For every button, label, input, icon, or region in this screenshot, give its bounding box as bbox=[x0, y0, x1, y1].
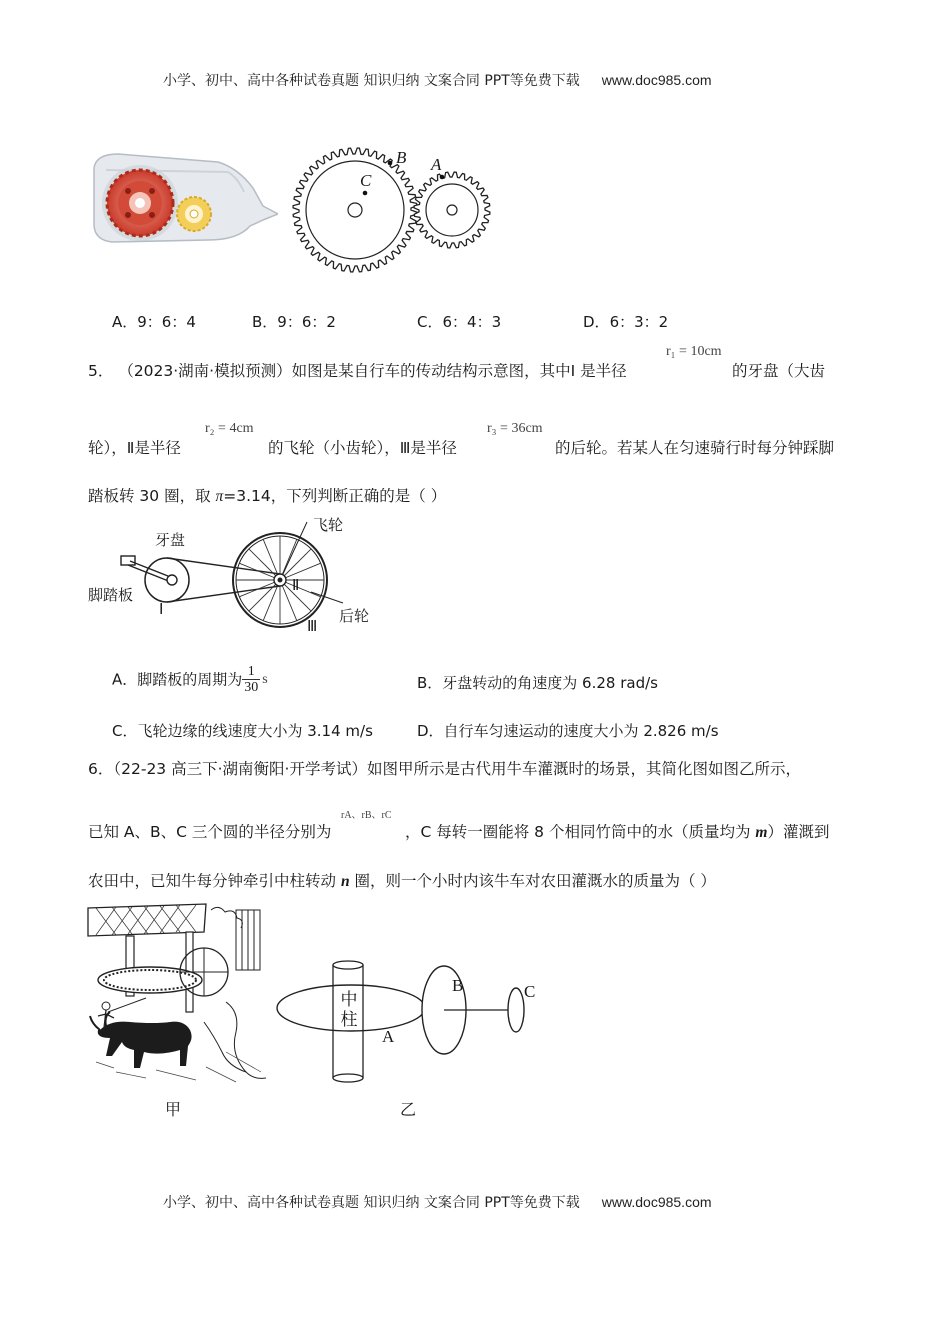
gear-diagram bbox=[290, 140, 495, 280]
q6-line-3 bbox=[88, 869, 716, 891]
footer-text: 小学、初中、高中各种试卷真题 知识归纳 文案合同 PPT等免费下载 bbox=[163, 1195, 580, 1211]
q6-line2-a: 已知 A、B、C 三个圆的半径分别为 bbox=[88, 823, 332, 841]
q4-option-d-letter: D． bbox=[583, 313, 610, 331]
pillar-label: 中柱 bbox=[340, 990, 358, 1029]
gear-point bbox=[440, 175, 445, 180]
q6-line3-a: 农田中，已知牛每分钟牵引中柱转动 bbox=[88, 872, 341, 890]
q5-option-c[interactable]: C．飞轮边缘的线速度大小为 3.14 m/s bbox=[112, 722, 373, 740]
q5-option-a[interactable] bbox=[112, 664, 268, 695]
figure-yi-caption: 乙 bbox=[400, 1100, 417, 1119]
header-text: 小学、初中、高中各种试卷真题 知识归纳 文案合同 PPT等免费下载 bbox=[163, 73, 580, 89]
q4-option-c-letter: C． bbox=[417, 313, 443, 331]
figure-jia-caption: 甲 bbox=[165, 1100, 182, 1119]
q6-line1: （22-23 高三下·湖南衡阳·开学考试）如图甲所示是古代用牛车灌溉时的场景，其简化图如图乙所示， bbox=[113, 760, 801, 778]
q4-option-a-text: 9：6：4 bbox=[137, 313, 196, 331]
q5-option-d[interactable]: D．自行车匀速运动的速度大小为 2.826 m/s bbox=[417, 722, 719, 740]
chainring-label: 牙盘 bbox=[155, 531, 186, 549]
q5-line2-a: 轮），Ⅱ是半径 bbox=[88, 439, 181, 457]
q5-line-1 bbox=[88, 359, 627, 381]
q4-option-d-text: 6：3：2 bbox=[609, 313, 669, 331]
flywheel-roman-label: Ⅱ bbox=[292, 578, 300, 594]
q4-option-b-letter: B． bbox=[252, 313, 278, 331]
q4-option-c-text: 6：4：3 bbox=[442, 313, 502, 331]
pedal-label: 脚踏板 bbox=[88, 586, 134, 604]
q4-option-c[interactable] bbox=[417, 311, 501, 332]
gear-hub bbox=[348, 203, 362, 217]
q5-r3-formula: r₃ = 36cm bbox=[487, 421, 543, 436]
q5-line1-a: 如图是某自行车的传动结构示意图，其中Ⅰ 是半径 bbox=[291, 362, 627, 380]
q6-line-1 bbox=[88, 757, 801, 779]
q5-option-a-unit: s bbox=[262, 671, 268, 687]
q5-option-a-text: A．脚踏板的周期为 bbox=[112, 670, 243, 689]
footer-site: www.doc985.com bbox=[601, 1194, 712, 1210]
q5-line3-a: 踏板转 30 圈，取 bbox=[88, 487, 216, 505]
simplified-gear-diagram bbox=[275, 955, 545, 1090]
q5-number: 5． bbox=[88, 362, 114, 380]
gear-hub bbox=[447, 205, 457, 215]
q6-line-2-rest bbox=[405, 820, 829, 842]
fraction-numerator: 1 bbox=[242, 664, 260, 680]
q5-line1-b: 的牙盘（大齿 bbox=[732, 362, 826, 380]
bicycle-drive-diagram bbox=[85, 510, 385, 635]
q5-pi: π bbox=[215, 488, 224, 505]
gear-point bbox=[363, 191, 368, 196]
q5-option-b[interactable]: B．牙盘转动的角速度为 6.28 rad/s bbox=[417, 674, 658, 692]
chainring-roman-label: Ⅰ bbox=[159, 602, 164, 618]
q6-number: 6． bbox=[88, 760, 114, 778]
ox-cart-irrigation-drawing bbox=[86, 902, 266, 1087]
header-site: www.doc985.com bbox=[601, 72, 712, 88]
disc-c-label: C bbox=[524, 982, 536, 1001]
q4-option-a-letter: A． bbox=[112, 313, 138, 331]
q6-line2-b: ，C 每转一圈能将 8 个相同竹筒中的水（质量均为 bbox=[405, 823, 756, 841]
point-c-label: C bbox=[360, 171, 372, 190]
gear-point bbox=[388, 161, 393, 166]
point-b-label: B bbox=[396, 148, 407, 167]
q5-source: （2023·湖南·模拟预测） bbox=[118, 362, 292, 380]
q5-line2-b: 的飞轮（小齿轮），Ⅲ是半径 bbox=[268, 439, 457, 457]
disc-b-label: B bbox=[452, 976, 464, 995]
disc-a-label: A bbox=[382, 1027, 395, 1046]
fraction-denominator: 30 bbox=[244, 680, 259, 695]
point-a-label: A bbox=[431, 155, 442, 174]
q6-line3-b: 圈，则一个小时内该牛车对农田灌溉水的质量为（ ） bbox=[349, 872, 716, 890]
flywheel-label: 飞轮 bbox=[313, 516, 344, 534]
page-footer bbox=[163, 1192, 712, 1212]
q6-n-symbol: n bbox=[340, 873, 350, 890]
rear-wheel-label: 后轮 bbox=[339, 607, 370, 625]
q5-line-3 bbox=[88, 484, 446, 506]
page-header bbox=[163, 70, 712, 90]
q4-option-b-text: 9：6：2 bbox=[277, 313, 336, 331]
q5-line2-c: 的后轮。若某人在匀速骑行时每分钟踩脚 bbox=[555, 439, 835, 457]
q5-r2-formula: r₂ = 4cm bbox=[205, 421, 254, 436]
q6-mass-symbol: m bbox=[755, 824, 768, 841]
q4-option-a[interactable] bbox=[112, 311, 196, 332]
q5-r1-formula: r₁ = 10cm bbox=[666, 344, 722, 359]
q4-option-d[interactable] bbox=[583, 311, 668, 332]
q6-line2-c: ）灌溉到 bbox=[767, 823, 830, 841]
rear-wheel-roman-label: Ⅲ bbox=[307, 619, 318, 635]
q5-option-a-fraction bbox=[242, 664, 260, 695]
tape-dispenser-image bbox=[88, 148, 278, 248]
q4-option-b[interactable] bbox=[252, 311, 336, 332]
q6-radii-formula: rA、rB、rC bbox=[341, 810, 392, 821]
q5-line3-b: =3.14，下列判断正确的是（ ） bbox=[223, 487, 447, 505]
